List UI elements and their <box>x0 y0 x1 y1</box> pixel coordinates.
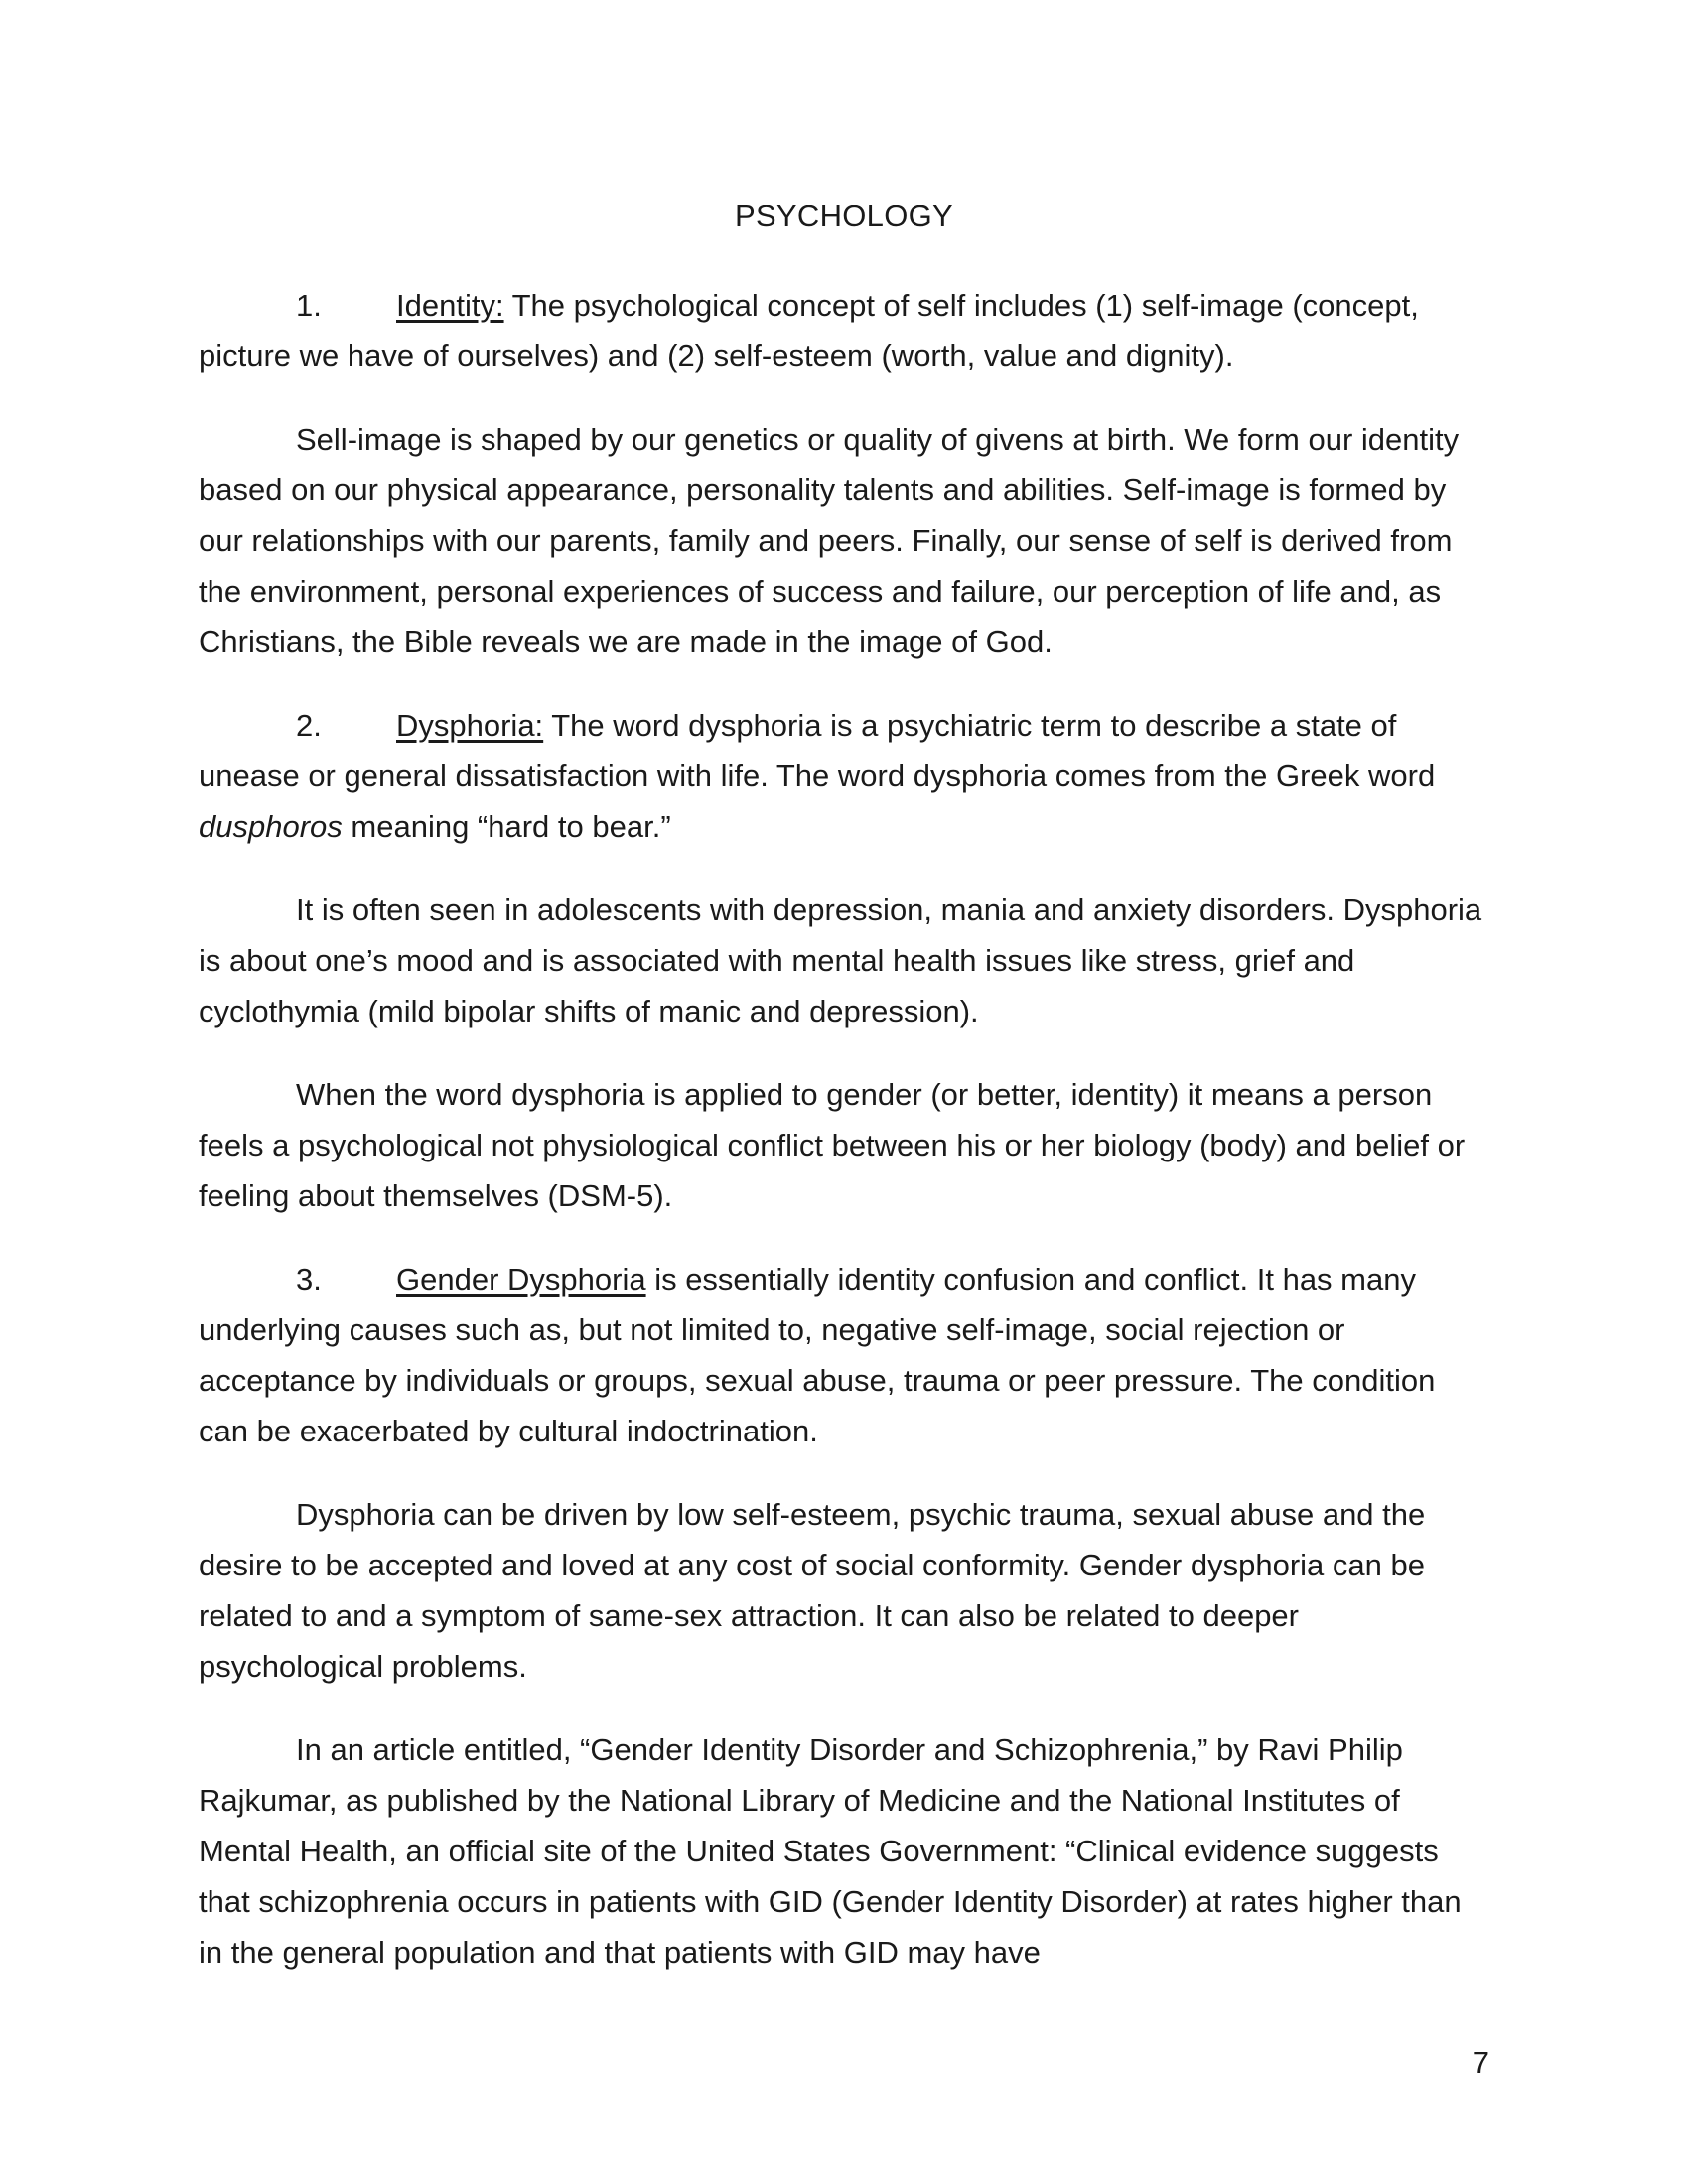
paragraph-article: In an article entitled, “Gender Identity Disorder and Schizophrenia,” by Ravi Philip Rajkumar, as published by the National Library of Medicine and the National Institutes of Mental Health, an official site of the United States Government: “Clinical evidence suggests that schizophrenia occurs in patients with GID (Gender Identity Disorder) at rates higher than in the general population and that patients with GID may have <box>199 1732 1462 1970</box>
section-heading-dysphoria: Dysphoria: <box>396 708 544 743</box>
section-heading-identity: Identity: <box>396 288 504 323</box>
paragraph-dysphoria <box>199 700 1489 852</box>
list-number: 2. <box>296 708 322 743</box>
paragraph-drivers: Dysphoria can be driven by low self-esteem, psychic trauma, sexual abuse and the desire to be accepted and loved at any cost of social conformity. Gender dysphoria can be related to and a symptom of same-sex attraction. It can also be related to deeper psychological problems. <box>199 1497 1426 1684</box>
list-number: 1. <box>296 288 322 323</box>
paragraph-gender-dysphoria <box>199 1254 1489 1456</box>
paragraph-self-image: Sell-image is shaped by our genetics or quality of givens at birth. We form our identity based on our physical appearance, personality talents and abilities. Self-image is formed by our relationships with our parents, family and peers. Finally, our sense of self is derived from the environment, personal experiences of success and failure, our perception of life and, as Christians, the Bible reveals we are made in the image of God. <box>199 422 1460 659</box>
paragraph-text: is essentially identity confusion and conflict. It has many underlying causes such as, but not limited to, negative self-image, social rejection or acceptance by individuals or groups, sexual abuse, trauma or peer pressure. The condition can be exacerbated by cultural indoctrination. <box>199 1262 1436 1448</box>
paragraph-adolescents: It is often seen in adolescents with depression, mania and anxiety disorders. Dysphoria is about one’s mood and is associated with mental health issues like stress, grief and cyclothymia (mild bipolar shifts of manic and depression). <box>199 892 1482 1028</box>
page-title: PSYCHOLOGY <box>734 199 954 233</box>
section-heading-gender-dysphoria: Gender Dysphoria <box>396 1262 646 1297</box>
list-number: 3. <box>296 1262 322 1297</box>
document-body <box>199 280 1489 2010</box>
paragraph-text: The psychological concept of self includes (1) self-image (concept, picture we have of ourselves) and (2) self-esteem (worth, value and dignity). <box>199 288 1419 373</box>
paragraph-gender-applied: When the word dysphoria is applied to gender (or better, identity) it means a person feels a psychological not physiological conflict between his or her biology (body) and belief or feeling about themselves (DSM-5). <box>199 1077 1466 1213</box>
italic-term: dusphoros <box>199 809 343 844</box>
paragraph-text: The word dysphoria is a psychiatric term to describe a state of unease or general dissatisfaction with life. The word dysphoria comes from the Greek word <box>199 708 1436 793</box>
paragraph-identity <box>199 280 1489 381</box>
paragraph-text: meaning “hard to bear.” <box>342 809 671 844</box>
page-number: 7 <box>1472 2045 1489 2080</box>
